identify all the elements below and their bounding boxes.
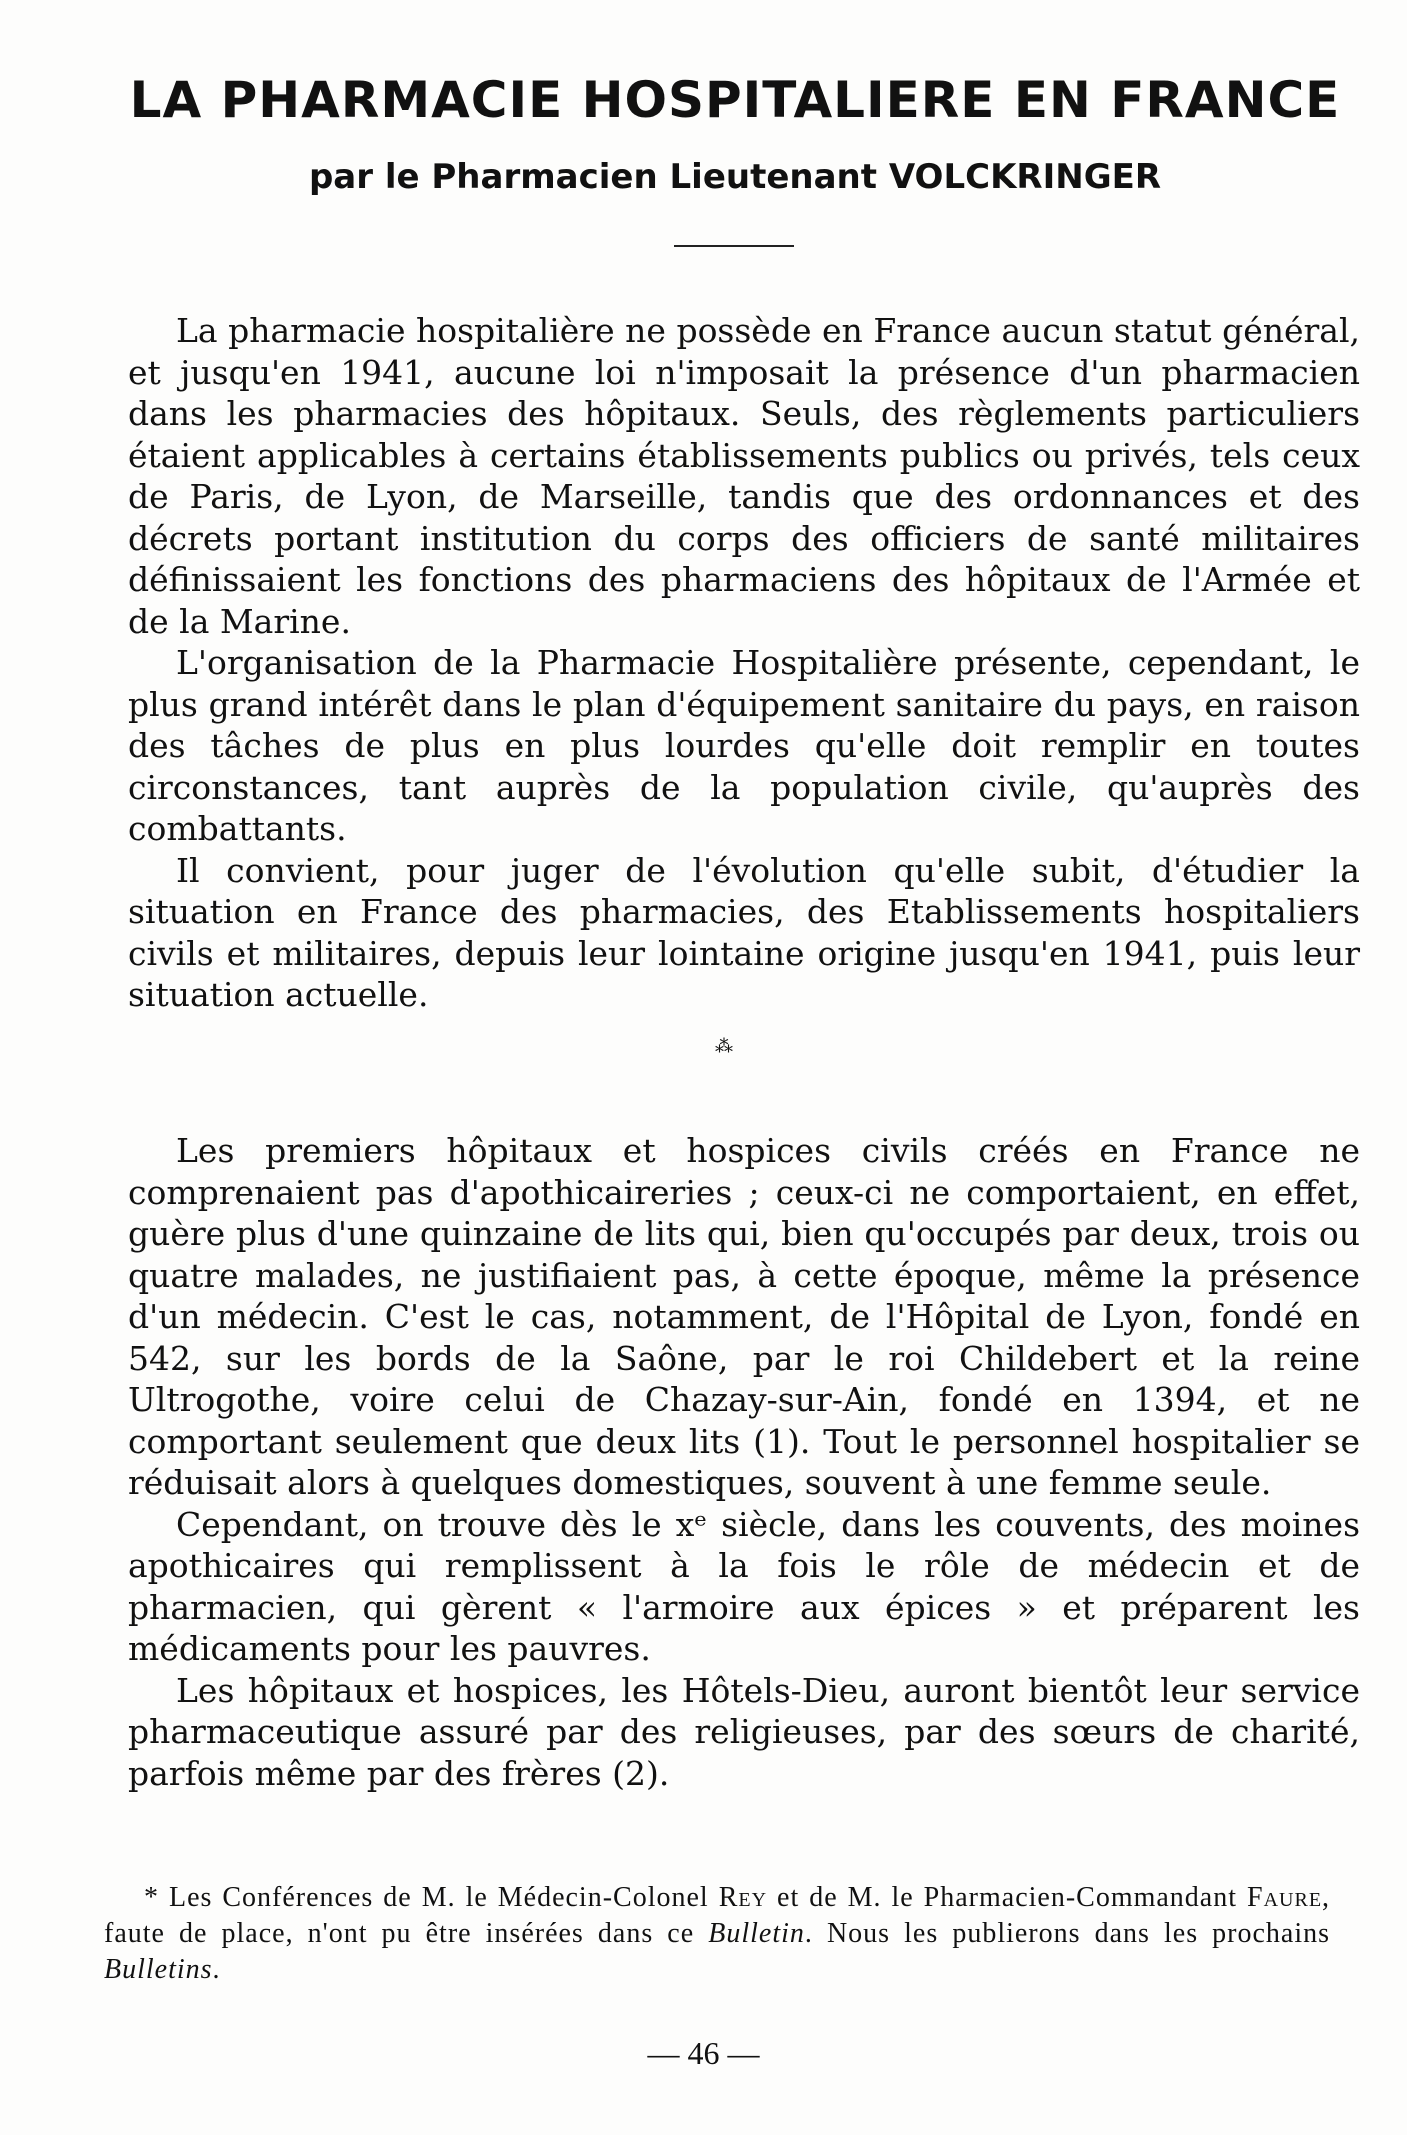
article-byline: par le Pharmacien Lieutenant VOLCKRINGER [308, 157, 1162, 197]
paragraph: L'organisation de la Pharmacie Hospitalière présente, cependant, le plus grand intérêt dans le plan d'équipement sanitaire du pays, en raison des tâches de plus en plus lourdes qu'elle doit remplir en toutes circonstances, tant auprès de la population civile, qu'auprès des combattants. [128, 643, 1360, 848]
footnote-name: Rey [718, 1882, 768, 1913]
article-title: LA PHARMACIE HOSPITALIERE EN FRANCE [129, 71, 1341, 129]
footnote-italic: Bulletins [104, 1954, 213, 1985]
intro-text [128, 310, 1360, 1016]
section-text [128, 1130, 1360, 1794]
footnote-segment: , faute de place, n'ont pu être insérées dans ce [104, 1882, 1331, 1949]
footnote-text [104, 1880, 1330, 1988]
footnote [104, 1880, 1330, 1988]
footnote-segment: et de M. le Pharmacien-Commandant [777, 1882, 1238, 1913]
paragraph: Cependant, on trouve dès le xᵉ siècle, dans les couvents, des moines apothicaires qui remplissent à la fois le rôle de médecin et de pharmacien, qui gèrent « l'armoire aux épices » et préparent les médicaments pour les pauvres. [128, 1504, 1360, 1668]
paragraph: Il convient, pour juger de l'évolution qu'elle subit, d'étudier la situation en France des pharmacies, des Etablissements hospitaliers civils et militaires, depuis leur lointaine origine jusqu'en 1941, puis leur situation actuelle. [128, 850, 1360, 1014]
footnote-lead: * Les Conférences de M. le Médecin-Colonel [144, 1882, 709, 1913]
footnote-end: . [212, 1954, 221, 1985]
footnote-name: Faure [1247, 1882, 1323, 1913]
footnote-italic: Bulletin [708, 1918, 805, 1949]
paragraph: Les hôpitaux et hospices, les Hôtels-Dieu, auront bientôt leur service pharmaceutique assuré par des religieuses, par des sœurs de charité, parfois même par des frères (2). [128, 1670, 1360, 1793]
page-number: — 46 — [647, 2035, 760, 2071]
section-separator: ⁂ [715, 1036, 733, 1057]
paragraph: Les premiers hôpitaux et hospices civils créés en France ne comprenaient pas d'apothicaireries ; ceux-ci ne comportaient, en effet, guère plus d'une quinzaine de lits qui, bien qu'occupés par deux, trois ou quatre malades, ne justifiaient pas, à cette époque, même la présence d'un médecin. C'est le cas, notamment, de l'Hôpital de Lyon, fondé en 542, sur les bords de la Saône, par le roi Childebert et la reine Ultrogothe, voire celui de Chazay-sur-Ain, fondé en 1394, et ne comportant seulement que deux lits (1). Tout le personnel hospitalier se réduisait alors à quelques domestiques, souvent à une femme seule. [128, 1131, 1360, 1502]
footnote-segment: . Nous les publierons dans les prochains [804, 1918, 1331, 1949]
title-divider [674, 245, 794, 247]
paragraph: La pharmacie hospitalière ne possède en France aucun statut général, et jusqu'en 1941, aucune loi n'imposait la présence d'un pharmacien dans les pharmacies des hôpitaux. Seuls, des règlements particuliers étaient applicables à certains établissements publics ou privés, tels ceux de Paris, de Lyon, de Marseille, tandis que des ordonnances et des décrets portant institution du corps des officiers de santé militaires définissaient les fonctions des pharmaciens des hôpitaux de l'Armée et de la Marine. [128, 311, 1360, 641]
